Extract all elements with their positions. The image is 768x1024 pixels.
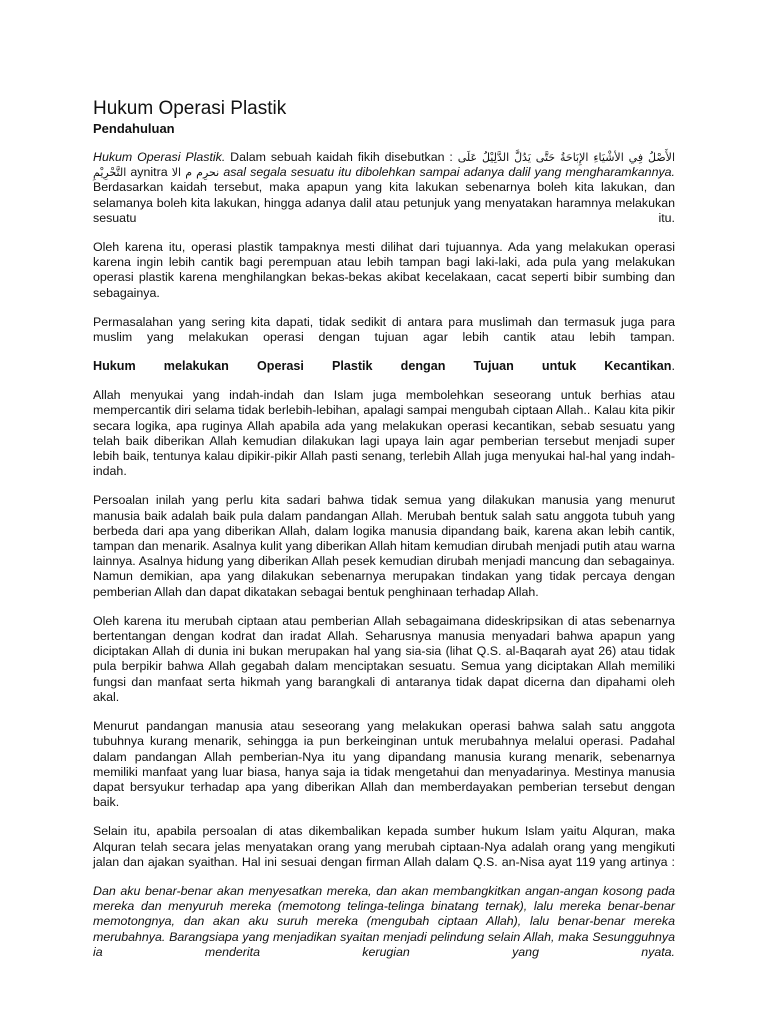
document-title: Hukum Operasi Plastik: [93, 98, 287, 119]
section-heading: [93, 359, 675, 374]
arabic-tail: نحرِم م الا: [171, 166, 220, 180]
section-heading-text: Hukum melakukan Operasi Plastik dengan Tujuan untuk Kecantikan: [93, 359, 672, 374]
paragraph-4: Persoalan inilah yang perlu kita sadari bahwa tidak semua yang dilakukan manusia yang menurut manusia baik adalah baik pula dalam pandangan Allah. Merubah bentuk salah satu anggota tubuh yang berbeda dari apa yang diberikan Allah, dalam logika manusia dipandang baik, karena akan lebih cantik, tampan dan menarik. Asalnya kulit yang diberikan Allah hitam kemudian dirubah menjadi putih atau warna lainnya. Asalnya hidung yang diberikan Allah pesek kemudian dirubah menjadi mancung dan sebagainya. Namun demikian, apa yang dilakukan sebenarnya merupakan tindakan yang tidak percaya dengan pemberian Allah dan dapat dikatakan sebagai bentuk penghinaan terhadap Allah.: [93, 493, 675, 599]
paragraph-1: Oleh karena itu, operasi plastik tampaknya mesti dilihat dari tujuannya. Ada yang melakukan operasi karena ingin lebih cantik bagi perempuan atau lebih tampan bagi laki-laki, ada pula yang melakukan operasi plastik karena menghilangkan bekas-bekas akibat kecelakaan, cacat seperti bibir sumbing dan sebagainya.: [93, 240, 675, 300]
intro-rest: Berdasarkan kaidah tersebut, maka apapun yang kita lakukan sebenarnya boleh kita lakukan, dan selamanya boleh kita lakukan, hingga adanya dalil atau petunjuk yang menyatakan haramnya melakukan sesuatu itu.: [93, 180, 675, 225]
paragraph-6: Menurut pandangan manusia atau seseorang yang melakukan operasi bahwa salah satu anggota tubuhnya kurang menarik, sehingga ia pun berkeinginan untuk merubahnya melalui operasi. Padahal dalam pandangan Allah pemberian-Nya itu yang dipandang manusia kurang menarik, sebenarnya memiliki manfaat yang luar biasa, hanya saja ia tidak mengetahui dan menyadarinya. Mestinya manusia dapat bersyukur terhadap apa yang diberikan Allah dan memberdayakan pemberian tersebut dengan baik.: [93, 719, 675, 810]
quran-translation: Dan aku benar-benar akan menyesatkan mereka, dan akan membangkitkan angan-angan kosong pada mereka dan menyuruh mereka (memotong telinga-telinga binatang ternak), lalu mereka benar-benar memotongnya, dan akan aku suruh mereka (mengubah ciptaan Allah), lalu benar-benar mereka merubahnya. Barangsiapa yang menjadikan syaitan menjadi pelindung selain Allah, maka Sesungguhnya ia menderita kerugian yang nyata.: [93, 883, 675, 959]
intro-lead-text: Dalam sebuah kaidah fikih disebutkan :: [225, 150, 458, 164]
paragraph-2: Permasalahan yang sering kita dapati, tidak sedikit di antara para muslimah dan termasuk juga para muslim yang melakukan operasi dengan tujuan agar lebih cantik atau lebih tampan.: [93, 314, 675, 345]
section-heading-dot: .: [671, 359, 675, 374]
paragraph-7: Selain itu, apabila persoalan di atas dikembalikan kepada sumber hukum Islam yaitu Alquran, maka Alquran telah secara jelas menyatakan orang yang merubah ciptaan-Nya adalah orang yang mengikuti jalan dan ajakan syaithan. Hal ini sesuai dengan firman Allah dalam Q.S. an-Nisa ayat 119 yang artinya :: [93, 824, 675, 869]
paragraph-8: [93, 884, 675, 960]
paragraph-5: Oleh karena itu merubah ciptaan atau pemberian Allah sebagaimana dideskripsikan di atas sebenarnya bertentangan dengan kodrat dan iradat Allah. Seharusnya manusia menyadari bahwa apapun yang diciptakan Allah di dunia ini bukan merupakan hal yang sia-sia (lihat Q.S. al-Baqarah ayat 26) atau tidak pula berpikir bahwa Allah gegabah dalam menciptakan sesuatu. Semua yang diciptakan Allah memiliki fungsi dan manfaat serta hikmah yang barangkali di antaranya tidak dapat dicerna dan dipahami oleh akal.: [93, 613, 675, 704]
intro-paragraph: [93, 150, 675, 226]
intro-meaning: asal segala sesuatu itu dibolehkan sampai adanya dalil yang mengharamkannya.: [219, 165, 675, 180]
intro-lead-italic: Hukum Operasi Plastik.: [93, 150, 226, 164]
section-subtitle: Pendahuluan: [93, 121, 175, 136]
document-page: [93, 98, 675, 974]
paragraph-3: Allah menyukai yang indah-indah dan Islam juga membolehkan seseorang untuk berhias atau mempercantik diri selama tidak berlebih-lebihan, apalagi sampai mengubah ciptaan Allah.. Kalau kita pikir secara logika, apa ruginya Allah apabila ada yang melakukan operasi kecantikan, sebab sesuatu yang telah baik diberikan Allah kemudian dilakukan lagi upaya lain agar pemberian tersebut menjadi super lebih baik, tentunya kalau dipikir-pikir Allah pasti senang, terlebih Allah juga menyukai hal-hal yang indah-indah.: [93, 388, 675, 479]
intro-translit: aynitra: [130, 165, 172, 180]
arabic-quote: الأَصْلُ فِي الأشْيَاءِ الإِبَاحَةُ حَتَّى يَدُلَّ الدَّلِيْلُ عَلَى التَّحْرِيْمِ: [93, 151, 675, 180]
